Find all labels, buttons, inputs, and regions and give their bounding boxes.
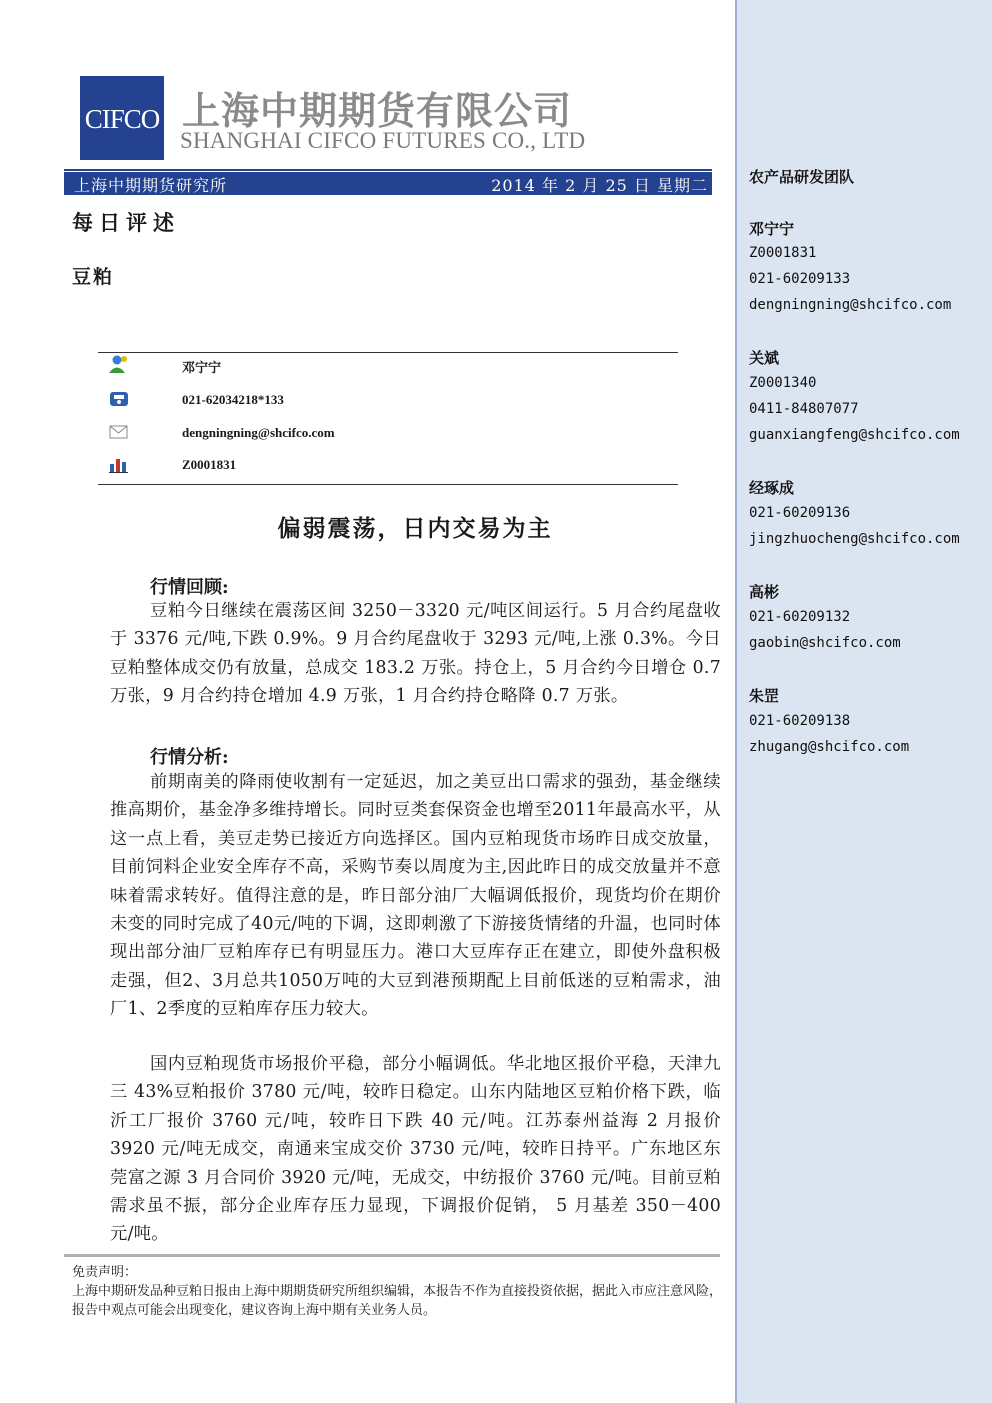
logo-text: CIFCO xyxy=(84,104,160,134)
company-name-cn: 上海中期期货有限公司 xyxy=(182,89,573,133)
cifco-logo xyxy=(80,76,164,160)
sidebar-member-email[interactable]: jingzhuocheng@shcifco.com xyxy=(749,531,960,547)
sidebar-member-email[interactable]: dengningning@shcifco.com xyxy=(749,297,952,313)
chart-icon xyxy=(108,454,130,474)
author-email[interactable]: dengningning@shcifco.com xyxy=(182,425,335,440)
sidebar-member-name: 关斌 xyxy=(749,349,780,367)
sidebar-member-name: 朱罡 xyxy=(749,687,780,705)
disclaimer-label: 免责声明： xyxy=(72,1265,138,1280)
phone-icon xyxy=(108,389,130,409)
header-divider xyxy=(64,169,712,171)
sidebar-member-email[interactable]: guanxiangfeng@shcifco.com xyxy=(749,427,960,443)
sidebar-member-phone: 021-60209132 xyxy=(749,609,851,625)
author-phone: 021-62034218*133 xyxy=(182,392,284,407)
sidebar-member-name: 高彬 xyxy=(749,583,780,601)
title-bar xyxy=(64,172,712,195)
sidebar-member-license: Z0001340 xyxy=(749,375,817,391)
contact-bottom-rule xyxy=(98,484,678,485)
sidebar-member-name: 邓宁宁 xyxy=(749,220,795,238)
contact-top-rule xyxy=(98,352,678,353)
paragraph-analysis-2: 国内豆粕现货市场报价平稳，部分小幅调低。华北地区报价平稳，天津九三 43%豆粕报价 3780 元/吨，较昨日稳定。山东内陆地区豆粕价格下跌，临沂工厂报价 3760 元/吨，较昨日下跌 40 元/吨。江苏泰州益海 2 月报价 3920 元/吨无成交，南通来宝成交价 3730 元/吨，较昨日持平。广东地区东莞富之源 3 月合同价 3920 元/吨，无成交，中纺报价 3760 元/吨。目前豆粕需求虽不振，部分企业库存压力显现，下调报价促销， 5 月基差 350－400 元/吨。 xyxy=(110,1054,721,1245)
disclaimer xyxy=(72,1263,722,1320)
sidebar-team-title: 农产品研发团队 xyxy=(749,168,855,186)
article-title: 偏弱震荡，日内交易为主 xyxy=(277,515,553,542)
report-date: 2014 年 2 月 25 日 星期二 xyxy=(491,176,708,195)
paragraph-review: 豆粕今日继续在震荡区间 3250－3320 元/吨区间运行。5 月合约尾盘收于 3376 元/吨,下跌 0.9%。9 月合约尾盘收于 3293 元/吨,上涨 0.3%。今日豆粕整体成交仍有放量，总成交 183.2 万张。持仓上，5 月合约今日增仓 0.7 万张，9 月合约持仓增加 4.9 万张，1 月合约持仓略降 0.7 万张。 xyxy=(110,601,721,707)
sidebar-member-phone: 021-60209138 xyxy=(749,713,851,729)
sidebar-member-license: Z0001831 xyxy=(749,245,817,261)
institute-name: 上海中期期货研究所 xyxy=(74,176,228,195)
sidebar-member-phone: 021-60209136 xyxy=(749,505,851,521)
section-heading-analysis: 行情分析: xyxy=(150,747,229,768)
sidebar-member-phone: 021-60209133 xyxy=(749,271,851,287)
sidebar-member-email[interactable]: gaobin@shcifco.com xyxy=(749,635,901,651)
sidebar-member-email[interactable]: zhugang@shcifco.com xyxy=(749,739,910,755)
author-license: Z0001831 xyxy=(182,457,237,472)
sidebar-member-name: 经琢成 xyxy=(749,479,795,497)
report-category: 每日评述 xyxy=(72,210,180,235)
company-name-en: SHANGHAI CIFCO FUTURES CO., LTD xyxy=(180,128,586,153)
disclaimer-text: 上海中期研发品种豆粕日报由上海中期期货研究所组织编辑，本报告不作为直接投资依据，据此入市应注意风险，报告中观点可能会出现变化，建议咨询上海中期有关业务人员。 xyxy=(72,1284,723,1318)
author-name: 邓宁宁 xyxy=(182,360,222,375)
person-icon xyxy=(108,354,130,374)
sidebar-member-phone: 0411-84807077 xyxy=(749,401,859,417)
section-heading-review: 行情回顾: xyxy=(150,577,229,598)
envelope-icon xyxy=(108,422,130,442)
paragraph-analysis-1: 前期南美的降雨使收割有一定延迟，加之美豆出口需求的强劲，基金继续推高期价，基金净多维持增长。同时豆类套保资金也增至2011年最高水平，从这一点上看，美豆走势已接近方向选择区。国内豆粕现货市场昨日成交放量，目前饲料企业安全库存不高，采购节奏以周度为主,因此昨日的成交放量并不意味着需求转好。值得注意的是，昨日部分油厂大幅调低报价，现货均价在期价未变的同时完成了40元/吨的下调，这即刺激了下游接货情绪的升温，也同时体现出部分油厂豆粕库存已有明显压力。港口大豆库存正在建立，即使外盘积极走强，但2、3月总共1050万吨的大豆到港预期配上目前低迷的豆粕需求，油厂1、2季度的豆粕库存压力较大。 xyxy=(110,772,721,1020)
disclaimer-divider xyxy=(64,1254,720,1257)
product-name: 豆粕 xyxy=(72,266,115,288)
